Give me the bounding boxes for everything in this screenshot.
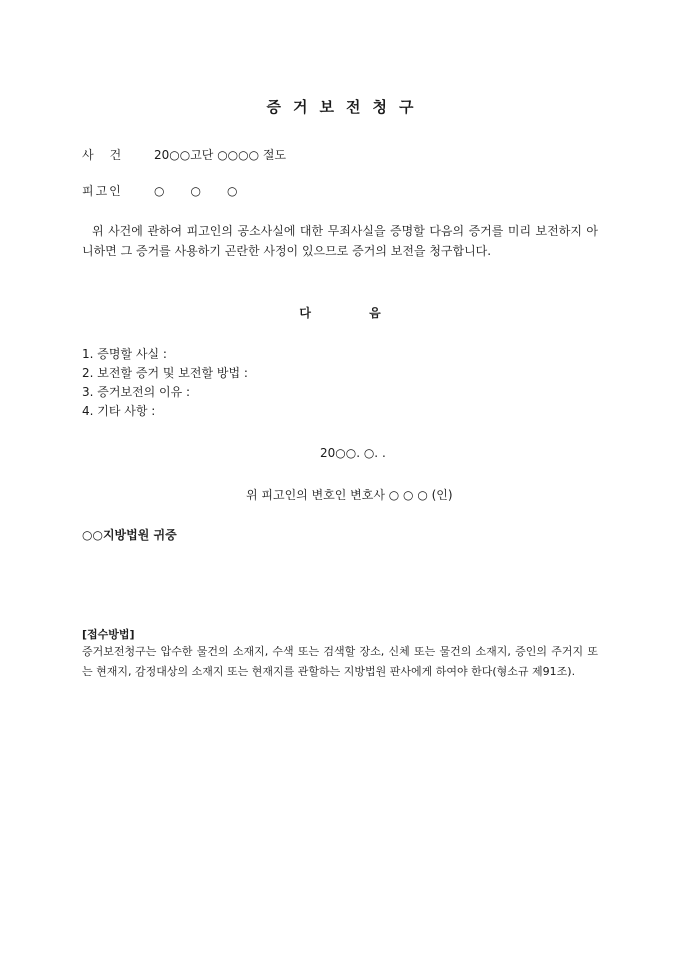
case-value: 20○○고단 ○○○○ 절도 [154,148,287,162]
request-body: 위 사건에 관하여 피고인의 공소사실에 대한 무죄사실을 증명할 다음의 증거를 미리 보전하지 아니하면 그 증거를 사용하기 곤란한 사정이 있으므로 증거의 보전을 청구합니다. [82,224,598,258]
method-title: [접수방법] [82,628,135,641]
document-title: 증거보전청구 [266,98,426,116]
defendant-row [82,182,263,199]
item-list [82,345,248,421]
defendant-value: ○○○ [154,184,264,198]
defendant-label: 피고인 [82,184,123,198]
case-label: 사건 [82,148,138,162]
case-row [82,146,286,163]
court-addressee: ○○지방법원 귀중 [82,528,177,542]
list-item: 4. 기타 사항 : [82,404,156,418]
section-heading: 다 음 [299,306,381,320]
list-item: 2. 보전할 증거 및 보전할 방법 : [82,366,248,380]
signature-line: 위 피고인의 변호인 변호사 ○ ○ ○ (인) [246,488,453,502]
list-item: 3. 증거보전의 이유 : [82,385,191,399]
document-date: 20○○. ○. . [320,446,386,460]
list-item: 1. 증명할 사실 : [82,347,167,361]
method-text: 증거보전청구는 압수한 물건의 소재지, 수색 또는 검색할 장소, 신체 또는 물건의 소재지, 증인의 주거지 또는 현재지, 감정대상의 소재지 또는 현재지를 관할하는 지방법원 판사에게 하여야 한다(형소규 제91조). [82,645,598,678]
